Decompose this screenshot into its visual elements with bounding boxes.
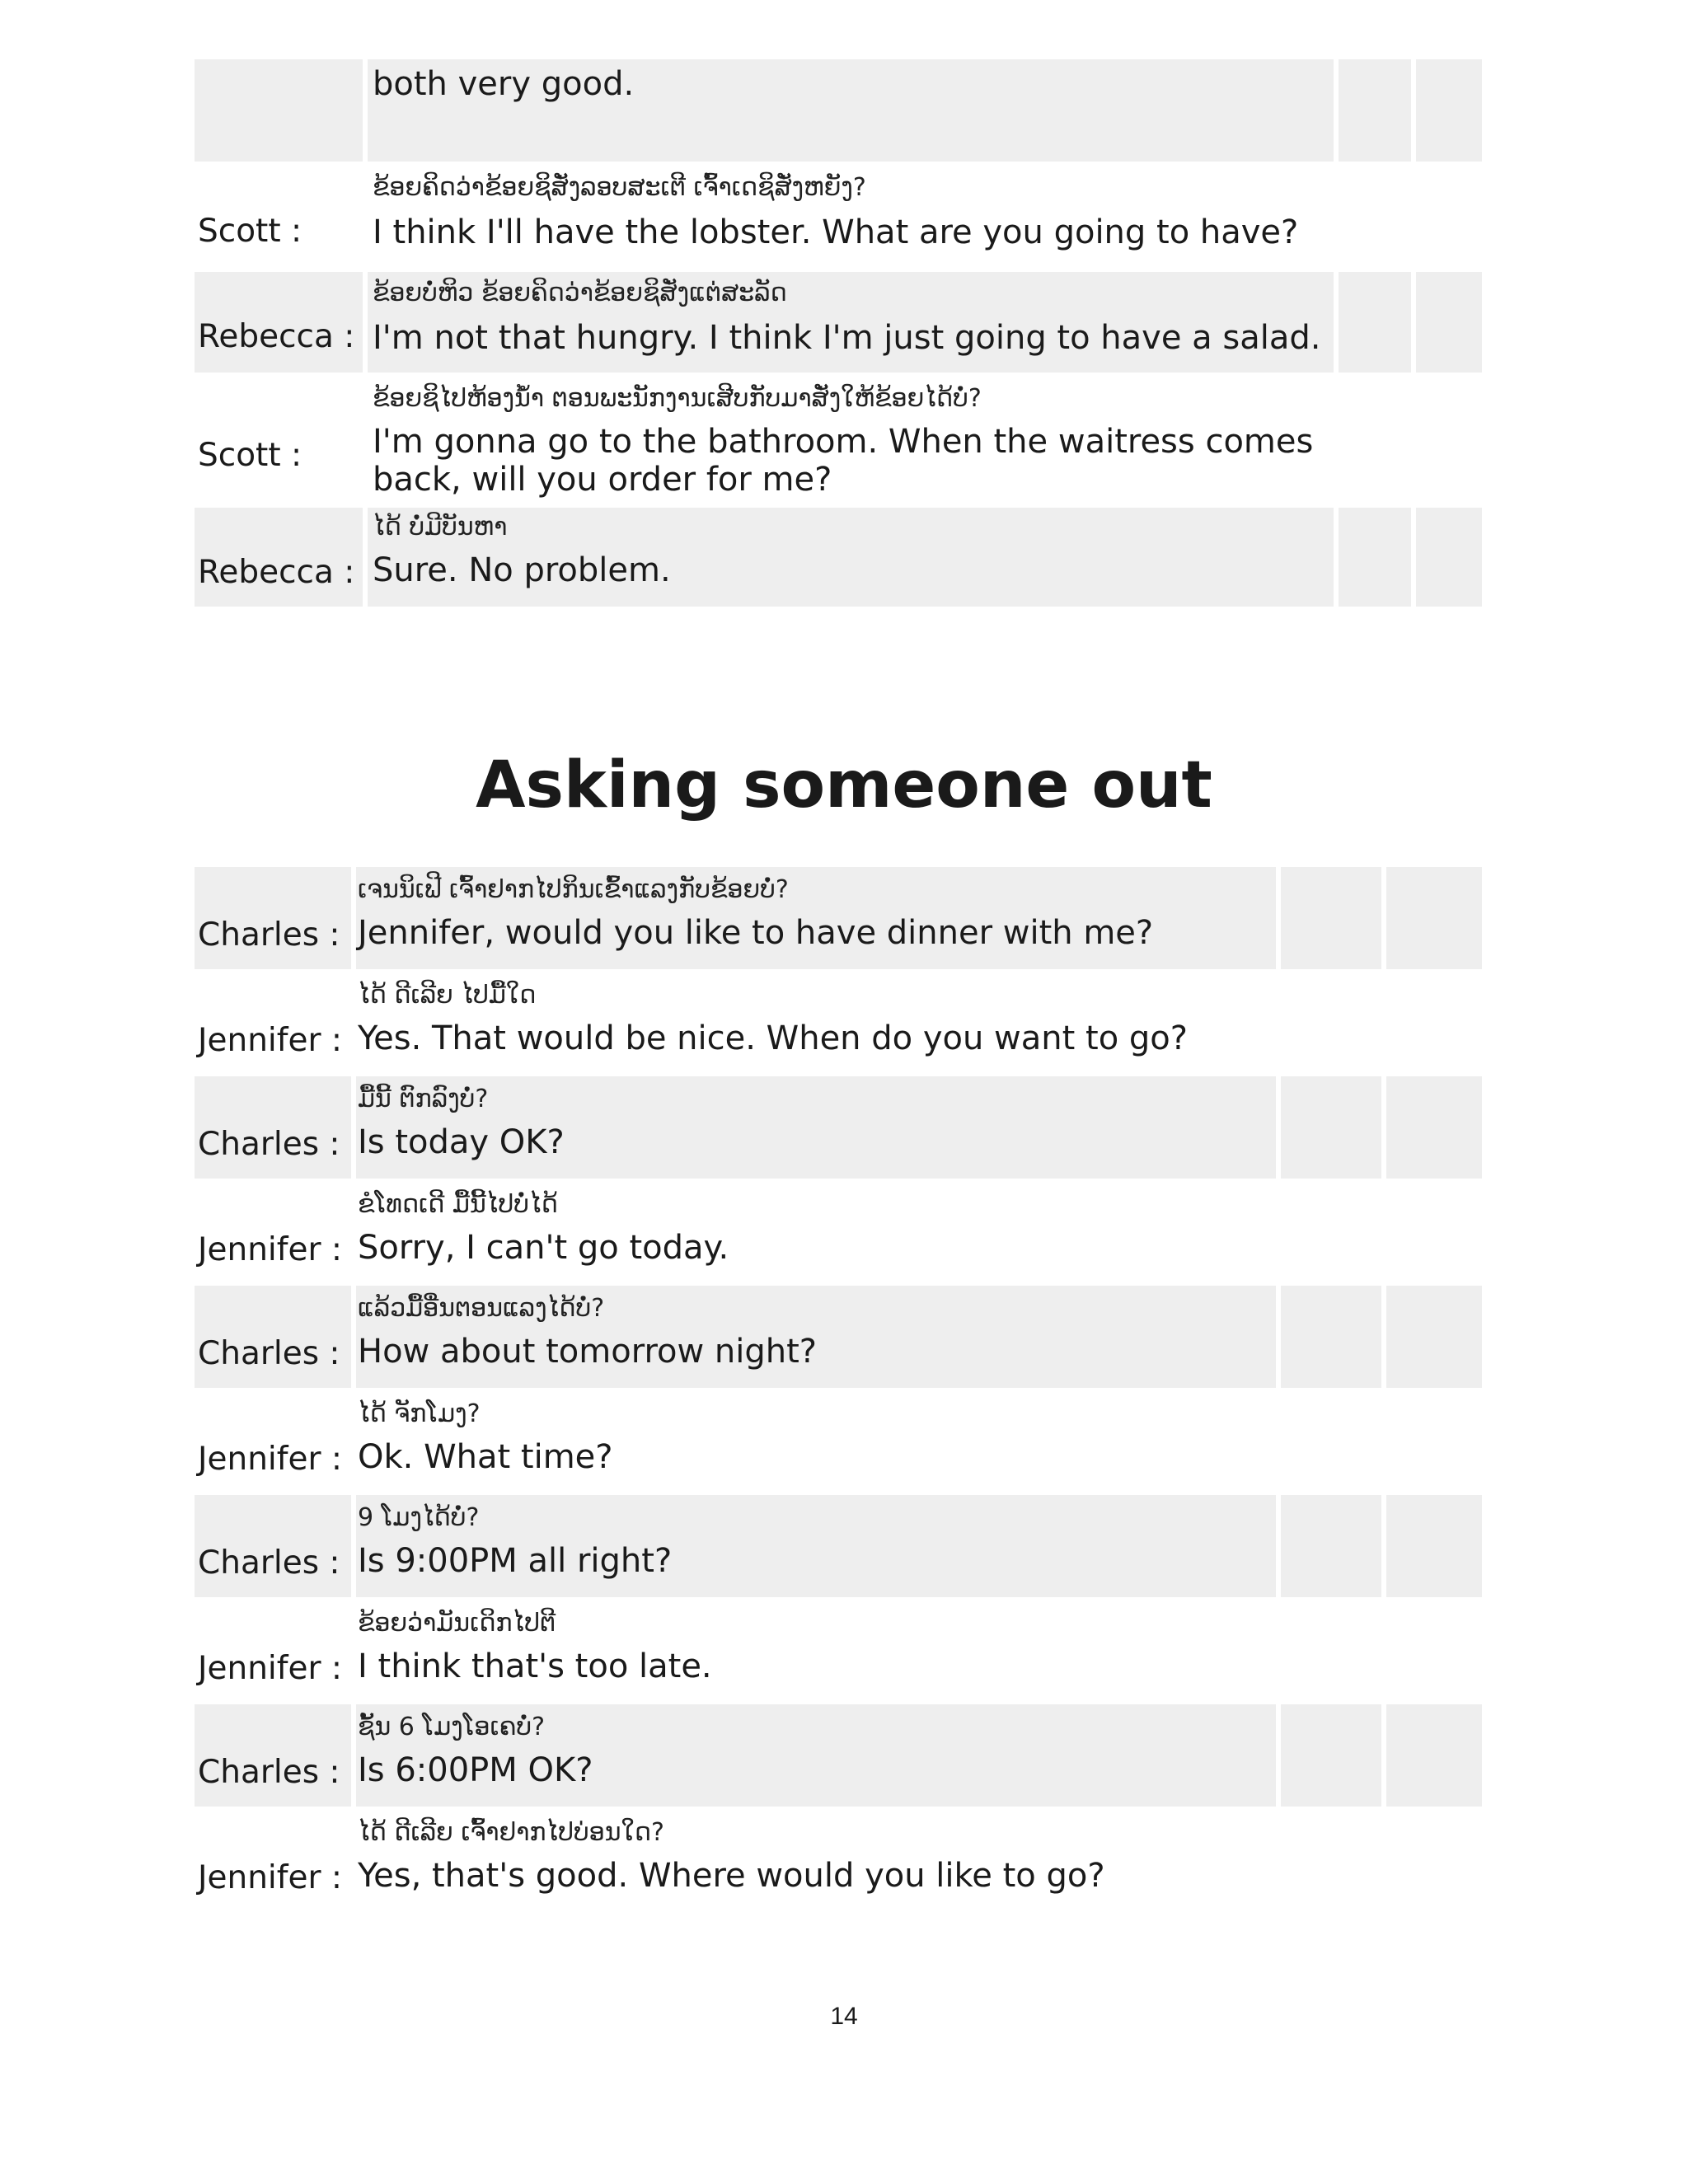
lao-translation: 9 ໂມງໄດ້ບໍ່? xyxy=(358,1503,480,1532)
lao-translation: ຂ້ອຍວ່າມັນເດິກໄປຕີ xyxy=(358,1609,556,1638)
speaker-label: Jennifer : xyxy=(198,1022,343,1059)
table-row xyxy=(195,1810,1482,1912)
table-row xyxy=(195,1495,1482,1597)
speaker-label: Charles : xyxy=(198,916,340,954)
section-title: Asking someone out xyxy=(476,748,1212,823)
table-row xyxy=(195,867,1482,969)
speaker-label: Jennifer : xyxy=(198,1441,343,1478)
lao-translation: ໄດ້ ບໍ່ມີບັນຫາ xyxy=(373,513,508,541)
speaker-label: Charles : xyxy=(198,1754,340,1791)
speaker-label: Charles : xyxy=(198,1126,340,1163)
speaker-label: Jennifer : xyxy=(198,1650,343,1687)
english-line: I think that's too late. xyxy=(358,1647,712,1685)
dialogue-table-restaurant xyxy=(195,59,1482,607)
table-row xyxy=(195,272,1482,373)
table-row xyxy=(195,1076,1482,1179)
speaker-label: Rebecca : xyxy=(198,554,355,591)
english-line: Jennifer, would you like to have dinner with me? xyxy=(358,914,1154,952)
lao-translation: ຊັ້ນ 6 ໂມງໂອເຄບໍ່? xyxy=(358,1713,546,1741)
lao-translation: ເຈນນິເຟີ ເຈົ້າຢາກໄປກິນເຂົ້າແລງກັບຂ້ອຍບໍ່? xyxy=(358,875,789,904)
english-line: How about tomorrow night? xyxy=(358,1333,818,1371)
dialogue-table-asking-out xyxy=(195,867,1482,1910)
table-row xyxy=(195,1601,1482,1703)
table-row xyxy=(195,972,1482,1075)
english-line: Ok. What time? xyxy=(358,1438,613,1476)
english-line: Is 9:00PM all right? xyxy=(358,1542,673,1580)
lao-translation: ຂ້ອຍຊິໄປຫ້ອງນ້ຳ ຕອນພະນັກງານເສີບກັບມາສັ່ງໃຫ້ຂ້ອຍໄດ້ບໍ່? xyxy=(373,384,982,413)
lao-translation: ໄດ້ ດີເລີຍ ເຈົ້າຢາກໄປບ່ອນໃດ? xyxy=(358,1818,664,1847)
table-row xyxy=(195,1391,1482,1493)
english-line: Sure. No problem. xyxy=(373,551,671,589)
table-row xyxy=(195,1182,1482,1284)
table-row xyxy=(195,377,1482,504)
english-line-continued: back, will you order for me? xyxy=(373,461,832,499)
table-row xyxy=(195,1286,1482,1388)
lao-translation: ຂ້ອຍບໍ່ຫິວ ຂ້ອຍຄິດວ່າຂ້ອຍຊິສັ່ງແຕ່ສະລັດ xyxy=(373,279,787,307)
lao-translation: ຂ້ອຍຄິດວ່າຂ້ອຍຊິສັ່ງລອບສະເຕີ ເຈົ້າເດຊິສັ່ງຫຍັງ? xyxy=(373,173,866,202)
speaker-label: Scott : xyxy=(198,437,302,474)
table-row xyxy=(195,59,1482,162)
english-line: Sorry, I can't go today. xyxy=(358,1229,729,1267)
english-line: both very good. xyxy=(373,65,635,103)
table-row xyxy=(195,508,1482,607)
english-line: Is today OK? xyxy=(358,1123,565,1161)
table-row xyxy=(195,166,1482,267)
lao-translation: ໄດ້ ຈັກໂມງ? xyxy=(358,1399,481,1428)
speaker-label: Scott : xyxy=(198,213,302,250)
table-row xyxy=(195,1704,1482,1807)
speaker-label: Jennifer : xyxy=(198,1859,343,1896)
speaker-label: Charles : xyxy=(198,1544,340,1582)
lao-translation: ແລ້ວມື້ອື່ນຕອນແລງໄດ້ບໍ່? xyxy=(358,1294,605,1323)
speaker-label: Charles : xyxy=(198,1335,340,1372)
speaker-label: Jennifer : xyxy=(198,1231,343,1268)
lao-translation: ໄດ້ ດີເລີຍ ໄປມື້ໃດ xyxy=(358,981,537,1010)
lao-translation: ມື້ນີ້ ຕົກລົງບໍ່? xyxy=(358,1085,489,1113)
english-line: I'm not that hungry. I think I'm just going to have a salad. xyxy=(373,319,1321,357)
english-line: Yes, that's good. Where would you like to go? xyxy=(358,1857,1105,1895)
english-line: Is 6:00PM OK? xyxy=(358,1751,593,1789)
lao-translation: ຂໍໂທດເດີ ມື້ນີ້ໄປບໍ່ໄດ້ xyxy=(358,1190,558,1219)
page-number: 14 xyxy=(830,2003,858,2030)
english-line: I'm gonna go to the bathroom. When the waitress comes xyxy=(373,423,1314,461)
english-line: I think I'll have the lobster. What are you going to have? xyxy=(373,213,1299,251)
speaker-label: Rebecca : xyxy=(198,318,355,355)
english-line: Yes. That would be nice. When do you want to go? xyxy=(358,1019,1188,1057)
